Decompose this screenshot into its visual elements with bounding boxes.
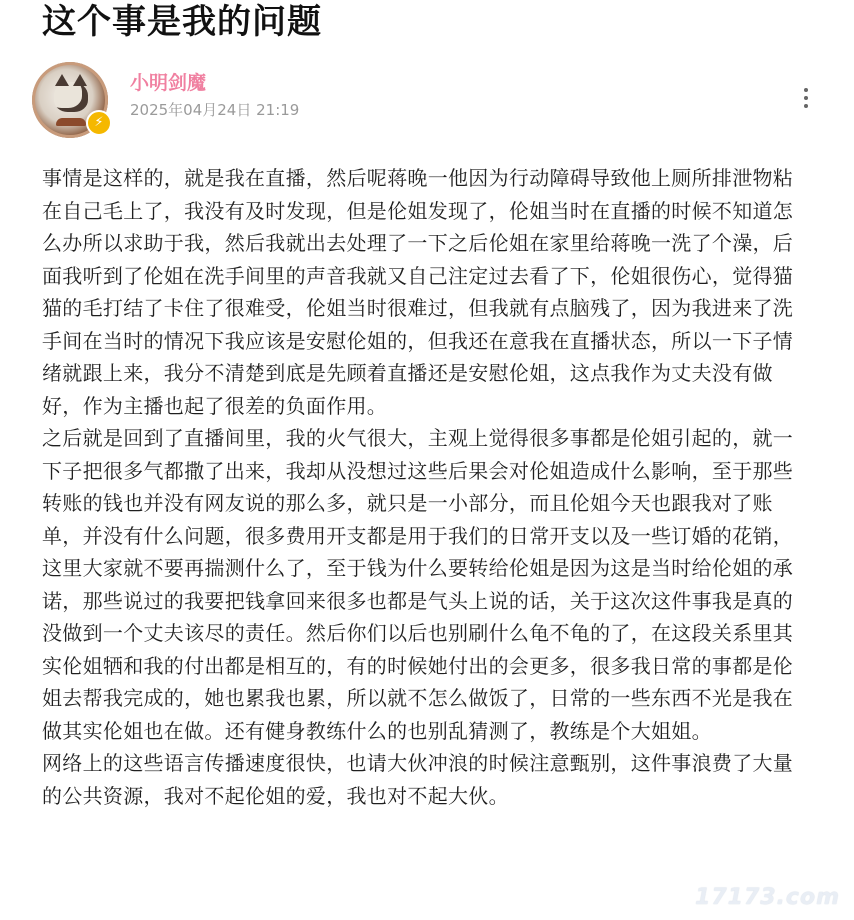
post-body — [42, 162, 810, 812]
post-title: 这个事是我的问题 — [42, 2, 322, 42]
watermark-logo: 17173.com — [695, 885, 840, 910]
lightning-bolt-icon: ⚡ — [86, 110, 112, 136]
mustache-icon — [56, 118, 86, 126]
author-row — [42, 62, 810, 154]
author-name[interactable]: 小明剑魔 — [130, 72, 207, 94]
post-paragraph: 网络上的这些语言传播速度很快，也请大伙冲浪的时候注意甄别，这件事浪费了大量的公共资源，我对不起伦姐的爱，我也对不起大伙。 — [42, 751, 794, 808]
more-vertical-icon[interactable] — [794, 82, 818, 114]
cat-avatar-icon — [54, 82, 88, 112]
post-paragraph: 事情是这样的，就是我在直播，然后呢蒋晚一他因为行动障碍导致他上厕所排泄物粘在自己毛上了，我没有及时发现，但是伦姐发现了，伦姐当时在直播的时候不知道怎么办所以求助于我，然后我就出去处理了一下之后伦姐在家里给蒋晚一洗了个澡，后面我听到了伦姐在洗手间里的声音我就又自己注定过去看了下，伦姐很伤心，觉得猫猫的毛打结了卡住了很难受，伦姐当时很难过，但我就有点脑残了，因为我进来了洗手间在当时的情况下我应该是安慰伦姐的，但我还在意我在直播状态，所以一下子情绪就跟上来，我分不清楚到底是先顾着直播还是安慰伦姐，这点我作为丈夫没有做好，作为主播也起了很差的负面作用。 — [42, 166, 794, 418]
post-paragraph: 之后就是回到了直播间里，我的火气很大，主观上觉得很多事都是伦姐引起的，就一下子把很多气都撒了出来，我却从没想过这些后果会对伦姐造成什么影响，至于那些转账的钱也并没有网友说的那么多，就只是一小部分，而且伦姐今天也跟我对了账单，并没有什么问题，很多费用开支都是用于我们的日常开支以及一些订婚的花销，这里大家就不要再揣测什么了，至于钱为什么要转给伦姐是因为这是当时给伦姐的承诺，那些说过的我要把钱拿回来很多也都是气头上说的话，关于这次这件事我是真的没做到一个丈夫该尽的责任。然后你们以后也别刷什么龟不龟的了，在这段关系里其实伦姐牺和我的付出都是相互的，有的时候她付出的会更多，很多我日常的事都是伦姐去帮我完成的，她也累我也累，所以就不怎么做饭了，日常的一些东西不光是我在做其实伦姐也在做。还有健身教练什么的也别乱猜测了，教练是个大姐姐。 — [42, 426, 794, 743]
post-timestamp: 2025年04月24日 21:19 — [130, 101, 300, 119]
